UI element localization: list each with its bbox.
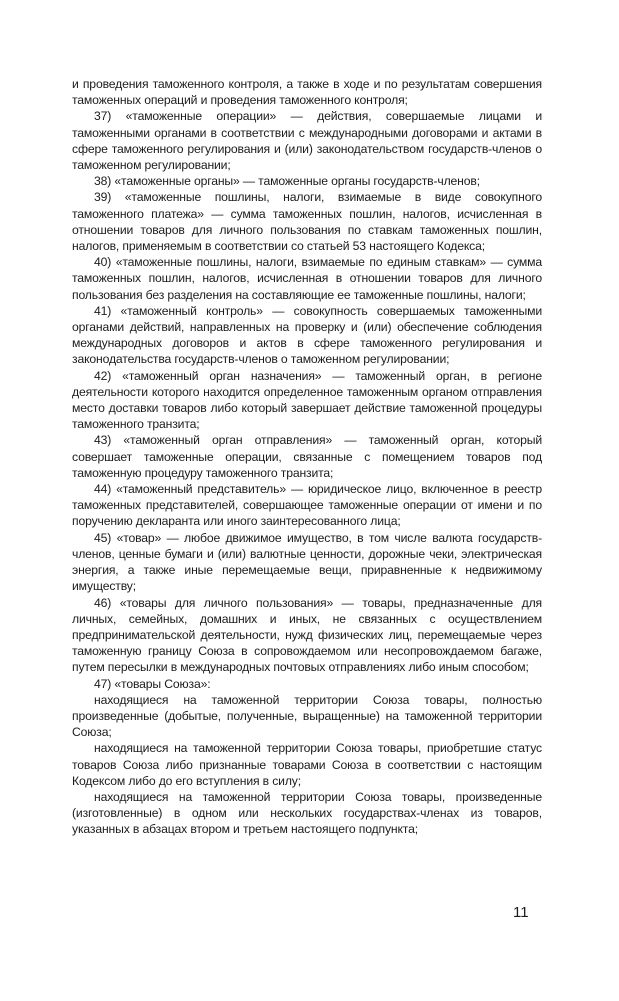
paragraph-42: 42) «таможенный орган назначения» — таможенный орган, в регионе деятельности которого находится определенное таможенным органом отправления место доставки товаров либо который завершает действие таможенной процедуры таможенного транзита; [72, 368, 542, 432]
paragraph-47-item-2: находящиеся на таможенной территории Союза товары, приобретшие статус товаров Союза либо признанные товарами Союза в соответствии с настоящим Кодексом либо до его вступления в силу; [72, 741, 542, 788]
paragraph-37: 37) «таможенные операции» — действия, совершаемые лицами и таможенными органами в соответствии с международными договорами и актами в сфере таможенного регулирования и (или) законодательством государств-членов о таможенном регулировании; [72, 109, 542, 173]
paragraph-47-item-3: находящиеся на таможенной территории Союза товары, произведенные (изготовленные) в одном или нескольких государствах-членах из товаров, указанных в абзацах втором и третьем настоящего подпункта; [72, 789, 542, 837]
paragraph-45: 45) «товар» — любое движимое имущество, в том числе валюта государств-членов, ценные бумаги и (или) валютные ценности, дорожные чеки, электрическая энергия, а также иные перемещаемые вещи, приравненные к недвижимому имуществу; [72, 530, 542, 594]
paragraph-41: 41) «таможенный контроль» — совокупность совершаемых таможенными органами действий, направленных на проверку и (или) обеспечение соблюдения международных договоров и актов в сфере таможенного регулирования и законодательства государств-членов о таможенном регулировании; [72, 303, 542, 367]
paragraph-46: 46) «товары для личного пользования» — товары, предназначенные для личных, семейных, домашних и иных, не связанных с осуществлением предпринимательской деятельности, нужд физических лиц, перемещаемые через таможенную границу Союза в сопровождаемом или несопровождаемом багаже, путем пересылки в международных почтовых отправлениях либо иным способом; [72, 595, 542, 675]
paragraph-39: 39) «таможенные пошлины, налоги, взимаемые в виде совокупного таможенного платежа» — сумма таможенных пошлин, налогов, исчисленная в отношении товаров для личного пользования по ставкам таможенных пошлин, налогов, применяемым в соответствии со статьей 53 настоящего Кодекса; [72, 190, 542, 254]
document-body [72, 76, 542, 838]
page-number: 11 [513, 904, 529, 921]
paragraph-38: 38) «таможенные органы» — таможенные органы государств-членов; [94, 174, 480, 189]
paragraph-40: 40) «таможенные пошлины, налоги, взимаемые по единым ставкам» — сумма таможенных пошлин, налогов, исчисленная в отношении товаров для личного пользования без разделения на составляющие ее таможенные пошлины, налоги; [72, 255, 542, 302]
paragraph-36-end: и проведения таможенного контроля, а также в ходе и по результатам совершения таможенных операций и проведения таможенного контроля; [72, 77, 542, 108]
paragraph-43: 43) «таможенный орган отправления» — таможенный орган, который совершает таможенные операции, связанные с помещением товаров под таможенную процедуру таможенного транзита; [72, 433, 542, 480]
paragraph-44: 44) «таможенный представитель» — юридическое лицо, включенное в реестр таможенных представителей, совершающее таможенные операции от имени и по поручению декларанта или иного заинтересованного лица; [72, 482, 542, 529]
paragraph-47-item-1: находящиеся на таможенной территории Союза товары, полностью произведенные (добытые, полученные, выращенные) на таможенной территории Союза; [72, 692, 542, 740]
paragraph-47: 47) «товары Союза»: [94, 676, 211, 691]
